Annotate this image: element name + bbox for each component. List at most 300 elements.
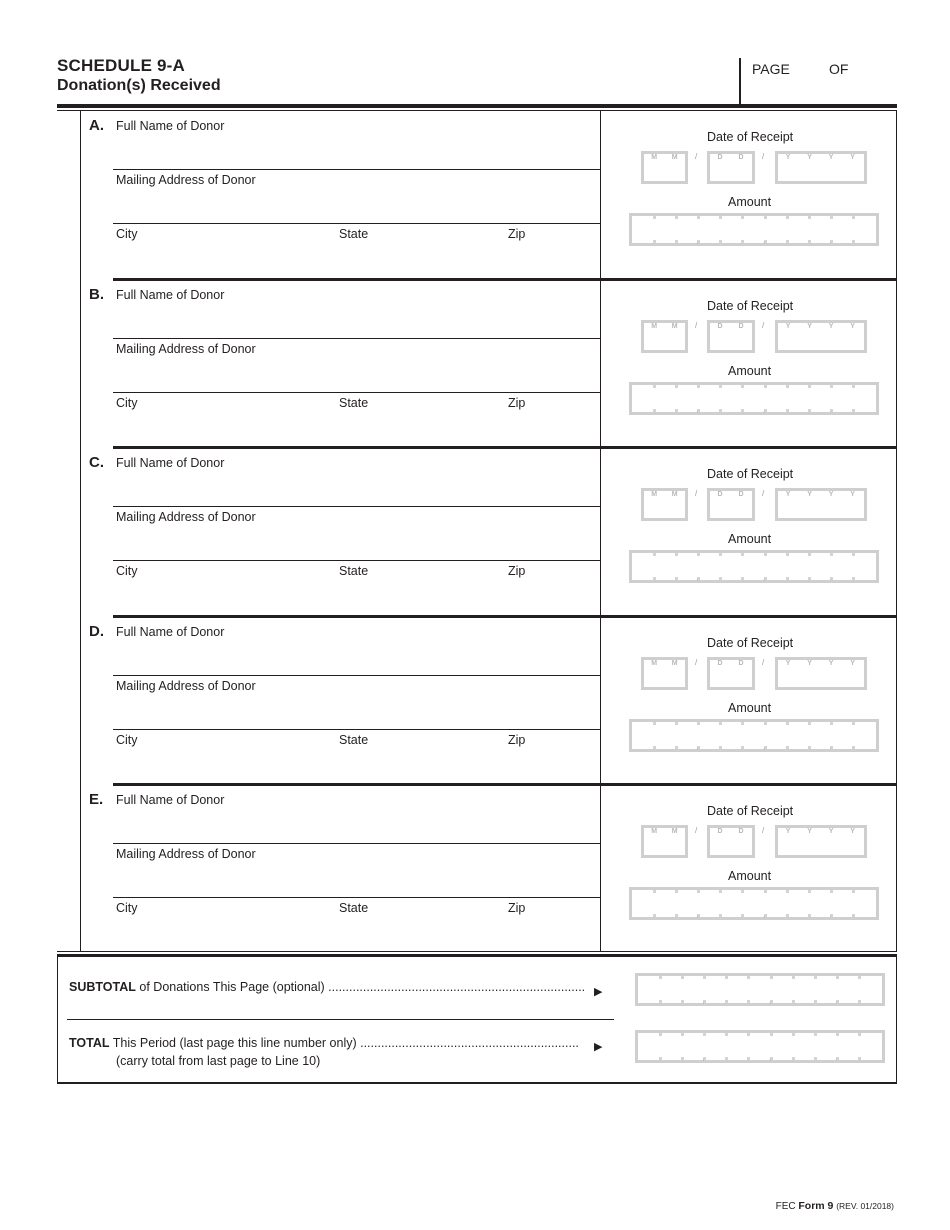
page-label: PAGE — [752, 61, 790, 77]
date-of-receipt-label: Date of Receipt — [707, 804, 794, 818]
full-name-label: Full Name of Donor — [116, 793, 225, 807]
amount-cell-tick — [681, 1033, 684, 1036]
full-name-underline — [113, 675, 600, 676]
amount-cell-tick — [786, 746, 789, 749]
donor-city-input[interactable] — [113, 412, 333, 444]
date-placeholder: Y — [807, 322, 812, 330]
amount-cell-tick — [786, 385, 789, 388]
amount-cell-tick — [808, 240, 811, 243]
amount-cell-tick — [808, 385, 811, 388]
amount-cell-tick — [764, 385, 767, 388]
donor-zip-input[interactable] — [505, 917, 600, 949]
amount-field[interactable] — [629, 213, 879, 246]
amount-separator: , — [696, 575, 699, 582]
date-placeholder: D — [738, 491, 744, 498]
date-separator: / — [762, 152, 765, 161]
subtotal-arrow-icon: ▶ — [594, 986, 603, 998]
amount-cell-tick — [808, 577, 811, 580]
footer-rev: (REV. 01/2018) — [836, 1201, 894, 1211]
amount-cell-tick — [852, 577, 855, 580]
date-placeholder: D — [738, 828, 744, 835]
donor-name-input[interactable] — [113, 641, 600, 675]
amount-cell-tick — [719, 385, 722, 388]
amount-cell-tick — [852, 385, 855, 388]
date-placeholder: D — [717, 659, 723, 667]
amount-cell-tick — [747, 1057, 750, 1060]
amount-field[interactable] — [629, 719, 879, 752]
amount-cell-tick — [719, 722, 722, 725]
amount-cell-tick — [764, 553, 767, 556]
donor-state-input[interactable] — [336, 749, 501, 781]
date-year-field[interactable] — [775, 151, 867, 184]
donor-state-input[interactable] — [336, 412, 501, 444]
amount-cell-tick — [786, 553, 789, 556]
amount-cell-tick — [792, 1000, 795, 1003]
date-month-field[interactable] — [641, 151, 688, 184]
subtotal-divider — [67, 1019, 614, 1020]
date-month-field[interactable] — [641, 320, 688, 353]
donor-address-input[interactable] — [113, 358, 600, 392]
amount-cell-tick — [675, 746, 678, 749]
date-placeholder: M — [651, 659, 658, 667]
date-separator: / — [695, 489, 698, 498]
amount-cell-tick — [741, 890, 744, 893]
amount-cell-tick — [814, 1033, 817, 1036]
total-note: (carry total from last page to Line 10) — [116, 1054, 321, 1068]
state-label: State — [339, 901, 369, 915]
donor-name-input[interactable] — [113, 472, 600, 506]
state-label: State — [339, 564, 369, 578]
schedule-subtitle: Donation(s) Received — [57, 77, 221, 94]
donor-address-input[interactable] — [113, 695, 600, 729]
amount-cell-tick — [792, 976, 795, 979]
amount-separator: , — [696, 912, 699, 919]
subtotal-amount-field[interactable] — [635, 973, 885, 1006]
amount-separator: , — [763, 743, 766, 751]
amount-cell-tick — [675, 914, 678, 917]
city-label: City — [116, 901, 138, 915]
date-placeholder: D — [717, 322, 723, 330]
date-placeholder: M — [671, 491, 678, 498]
totals-top-rule — [57, 954, 897, 957]
total-label: TOTAL — [69, 1036, 110, 1050]
total-arrow-icon: ▶ — [594, 1041, 603, 1053]
city-label: City — [116, 564, 138, 578]
full-name-underline — [113, 338, 600, 339]
amount-cell-tick — [653, 746, 656, 749]
mailing-address-label: Mailing Address of Donor — [116, 678, 256, 693]
date-placeholder: Y — [807, 659, 812, 667]
amount-cell-tick — [830, 722, 833, 725]
total-line — [69, 1036, 589, 1050]
date-of-receipt-label: Date of Receipt — [707, 130, 794, 144]
full-name-underline — [113, 169, 600, 170]
entry-separator — [113, 446, 897, 449]
amount-cell-tick — [653, 409, 656, 412]
amount-separator: . — [835, 1055, 838, 1062]
form-footer — [776, 1200, 894, 1212]
amount-cell-tick — [741, 577, 744, 580]
entry-separator — [113, 278, 897, 281]
entry-letter: A. — [89, 117, 104, 134]
donor-city-input[interactable] — [113, 917, 333, 949]
amount-cell-tick — [830, 890, 833, 893]
date-placeholder: Y — [785, 659, 791, 667]
donor-name-input[interactable] — [113, 135, 600, 169]
date-separator: / — [762, 657, 765, 667]
amount-cell-tick — [852, 216, 855, 219]
amount-cell-tick — [858, 976, 861, 979]
subtotal-text: of Donations This Page (optional) .......................................................................... — [139, 980, 586, 994]
donor-name-input[interactable] — [113, 304, 600, 338]
full-name-label: Full Name of Donor — [116, 119, 225, 133]
amount-cell-tick — [659, 976, 662, 979]
date-placeholder: Y — [807, 828, 812, 835]
totals-right-border — [896, 954, 897, 1084]
amount-cell-tick — [852, 722, 855, 725]
total-amount-field[interactable] — [635, 1030, 885, 1063]
date-year-field[interactable] — [775, 657, 867, 690]
amount-cell-tick — [764, 722, 767, 725]
date-placeholder: Y — [807, 154, 812, 161]
page-divider — [739, 58, 741, 106]
amount-cell-tick — [675, 409, 678, 412]
totals-left-border — [57, 954, 58, 1084]
right-border — [896, 111, 897, 951]
amount-cell-tick — [725, 1000, 728, 1003]
date-separator: / — [762, 320, 765, 330]
amount-cell-tick — [808, 553, 811, 556]
date-placeholder: D — [738, 322, 744, 330]
amount-cell-tick — [830, 553, 833, 556]
amount-separator: , — [696, 406, 699, 414]
date-separator: / — [695, 826, 698, 835]
date-placeholder: Y — [850, 491, 855, 498]
amount-field[interactable] — [629, 887, 879, 920]
date-of-receipt-label: Date of Receipt — [707, 635, 794, 650]
amount-cell-tick — [786, 577, 789, 580]
amount-cell-tick — [697, 722, 700, 725]
date-placeholder: Y — [828, 154, 834, 161]
amount-cell-tick — [725, 1057, 728, 1060]
amount-label: Amount — [728, 363, 772, 378]
amount-cell-tick — [675, 890, 678, 893]
date-placeholder: M — [671, 322, 678, 330]
amount-separator: , — [696, 743, 699, 751]
amount-cell-tick — [830, 385, 833, 388]
amount-cell-tick — [852, 746, 855, 749]
amount-separator: , — [763, 575, 766, 582]
subtotal-line — [69, 980, 589, 994]
amount-cell-tick — [653, 240, 656, 243]
amount-cell-tick — [719, 240, 722, 243]
amount-cell-tick — [814, 1000, 817, 1003]
date-separator: / — [762, 489, 765, 498]
date-day-field[interactable] — [707, 151, 755, 184]
date-year-field[interactable] — [775, 488, 867, 521]
amount-cell-tick — [786, 216, 789, 219]
amount-cell-tick — [719, 914, 722, 917]
amount-cell-tick — [653, 890, 656, 893]
amount-cell-tick — [786, 722, 789, 725]
donor-address-input[interactable] — [113, 863, 600, 897]
city-label: City — [116, 732, 138, 747]
totals-bottom-rule — [57, 1082, 897, 1084]
date-placeholder: Y — [850, 659, 855, 667]
date-day-field[interactable] — [707, 825, 755, 858]
donor-state-input[interactable] — [336, 580, 501, 612]
amount-cell-tick — [741, 409, 744, 412]
entry-letter: C. — [89, 454, 104, 471]
date-separator: / — [762, 826, 765, 835]
date-day-field[interactable] — [707, 657, 755, 690]
date-placeholder: M — [651, 322, 658, 330]
donor-state-input[interactable] — [336, 917, 501, 949]
amount-cell-tick — [770, 1033, 773, 1036]
date-of-receipt-label: Date of Receipt — [707, 298, 794, 313]
entry-letter: E. — [89, 791, 104, 808]
amount-cell-tick — [675, 240, 678, 243]
amount-cell-tick — [786, 240, 789, 243]
amount-cell-tick — [747, 976, 750, 979]
amount-cell-tick — [792, 1057, 795, 1060]
amount-separator: . — [829, 575, 832, 582]
amount-cell-tick — [703, 1033, 706, 1036]
donor-name-input[interactable] — [113, 809, 600, 843]
mailing-address-underline — [113, 729, 600, 730]
date-placeholder: D — [717, 828, 723, 835]
schedule-title: SCHEDULE 9-A — [57, 56, 186, 75]
city-label: City — [116, 227, 138, 241]
amount-label: Amount — [728, 700, 772, 715]
amount-cell-tick — [659, 1000, 662, 1003]
amount-cell-tick — [741, 385, 744, 388]
amount-cell-tick — [675, 216, 678, 219]
donor-zip-input[interactable] — [505, 580, 600, 612]
date-placeholder: D — [717, 491, 723, 498]
full-name-underline — [113, 843, 600, 844]
amount-cell-tick — [741, 914, 744, 917]
amount-cell-tick — [786, 914, 789, 917]
amount-cell-tick — [725, 976, 728, 979]
footer-form: Form 9 — [798, 1200, 834, 1212]
donor-zip-input[interactable] — [505, 749, 600, 781]
city-label: City — [116, 395, 138, 410]
amount-separator: , — [763, 912, 766, 919]
amount-cell-tick — [858, 1033, 861, 1036]
mailing-address-underline — [113, 392, 600, 393]
total-text: This Period (last page this line number only) ............................................................... — [112, 1036, 579, 1050]
amount-cell-tick — [741, 553, 744, 556]
date-placeholder: Y — [850, 154, 855, 161]
date-month-field[interactable] — [641, 825, 688, 858]
zip-label: Zip — [508, 901, 526, 915]
donor-city-input[interactable] — [113, 243, 333, 275]
amount-label: Amount — [728, 195, 772, 209]
amount-cell-tick — [741, 240, 744, 243]
donor-address-input[interactable] — [113, 189, 600, 223]
donor-zip-input[interactable] — [505, 412, 600, 444]
amount-cell-tick — [852, 914, 855, 917]
amount-cell-tick — [786, 890, 789, 893]
amount-cell-tick — [808, 914, 811, 917]
amount-cell-tick — [653, 722, 656, 725]
amount-cell-tick — [675, 722, 678, 725]
mailing-address-underline — [113, 223, 600, 224]
date-placeholder: M — [671, 659, 678, 667]
date-placeholder: Y — [828, 828, 834, 835]
amount-field[interactable] — [629, 382, 879, 415]
donor-city-input[interactable] — [113, 580, 333, 612]
amount-cell-tick — [852, 553, 855, 556]
amount-cell-tick — [703, 976, 706, 979]
date-placeholder: M — [651, 154, 658, 161]
full-name-underline — [113, 506, 600, 507]
amount-cell-tick — [719, 746, 722, 749]
date-placeholder: Y — [828, 491, 834, 498]
amount-cell-tick — [770, 976, 773, 979]
date-placeholder: Y — [785, 828, 791, 835]
amount-separator: , — [769, 1055, 772, 1062]
amount-label: Amount — [728, 532, 772, 546]
amount-cell-tick — [808, 722, 811, 725]
amount-cell-tick — [653, 577, 656, 580]
amount-cell-tick — [808, 409, 811, 412]
state-label: State — [339, 732, 369, 747]
amount-cell-tick — [697, 890, 700, 893]
date-placeholder: D — [717, 154, 723, 161]
amount-cell-tick — [719, 577, 722, 580]
header-thin-rule — [57, 110, 897, 111]
amount-separator: , — [769, 998, 772, 1005]
amount-cell-tick — [836, 976, 839, 979]
date-placeholder: M — [651, 491, 658, 498]
date-day-field[interactable] — [707, 488, 755, 521]
entry-separator — [113, 615, 897, 618]
date-placeholder: M — [651, 828, 658, 835]
amount-cell-tick — [808, 890, 811, 893]
state-label: State — [339, 227, 369, 241]
amount-cell-tick — [792, 1033, 795, 1036]
amount-cell-tick — [659, 1033, 662, 1036]
date-month-field[interactable] — [641, 488, 688, 521]
amount-cell-tick — [675, 577, 678, 580]
amount-cell-tick — [808, 746, 811, 749]
amount-field[interactable] — [629, 550, 879, 583]
date-placeholder: Y — [807, 491, 812, 498]
amount-separator: . — [829, 406, 832, 414]
amount-cell-tick — [653, 553, 656, 556]
amount-separator: , — [702, 1055, 705, 1062]
zip-label: Zip — [508, 227, 526, 241]
amount-cell-tick — [697, 216, 700, 219]
date-placeholder: Y — [828, 322, 834, 330]
amount-cell-tick — [814, 976, 817, 979]
full-name-label: Full Name of Donor — [116, 624, 225, 639]
date-separator: / — [695, 320, 698, 330]
date-year-field[interactable] — [775, 320, 867, 353]
date-placeholder: D — [738, 659, 744, 667]
amount-separator: . — [829, 743, 832, 751]
amount-cell-tick — [741, 746, 744, 749]
donor-state-input[interactable] — [336, 243, 501, 275]
amount-cell-tick — [719, 890, 722, 893]
amount-separator: , — [702, 998, 705, 1005]
amount-cell-tick — [852, 240, 855, 243]
date-placeholder: Y — [850, 322, 855, 330]
date-placeholder: Y — [828, 659, 834, 667]
zip-label: Zip — [508, 395, 526, 410]
amount-separator: , — [763, 406, 766, 414]
amount-cell-tick — [719, 409, 722, 412]
date-day-field[interactable] — [707, 320, 755, 353]
date-year-field[interactable] — [775, 825, 867, 858]
amount-cell-tick — [747, 1033, 750, 1036]
amount-cell-tick — [814, 1057, 817, 1060]
amount-cell-tick — [747, 1000, 750, 1003]
amount-cell-tick — [852, 409, 855, 412]
amount-cell-tick — [719, 216, 722, 219]
header-thick-rule — [57, 104, 897, 108]
amount-cell-tick — [725, 1033, 728, 1036]
amount-cell-tick — [681, 1000, 684, 1003]
left-margin-line — [80, 111, 81, 951]
amount-label: Amount — [728, 869, 772, 883]
full-name-label: Full Name of Donor — [116, 456, 225, 470]
amount-cell-tick — [786, 409, 789, 412]
footer-prefix: FEC — [775, 1201, 796, 1212]
amount-cell-tick — [741, 722, 744, 725]
amount-cell-tick — [653, 914, 656, 917]
donor-city-input[interactable] — [113, 749, 333, 781]
mailing-address-label: Mailing Address of Donor — [116, 341, 256, 356]
donor-address-input[interactable] — [113, 526, 600, 560]
mailing-address-underline — [113, 560, 600, 561]
of-label: OF — [829, 61, 849, 77]
amount-cell-tick — [681, 976, 684, 979]
date-placeholder: Y — [785, 322, 791, 330]
date-placeholder: M — [671, 154, 678, 161]
amount-cell-tick — [697, 553, 700, 556]
entry-separator — [113, 783, 897, 786]
amount-cell-tick — [659, 1057, 662, 1060]
amount-cell-tick — [653, 216, 656, 219]
amount-cell-tick — [830, 216, 833, 219]
amount-separator: . — [829, 238, 832, 245]
amount-cell-tick — [719, 553, 722, 556]
date-placeholder: M — [671, 828, 678, 835]
date-separator: / — [695, 657, 698, 667]
donor-zip-input[interactable] — [505, 243, 600, 275]
full-name-label: Full Name of Donor — [116, 287, 225, 302]
entries-bottom-rule — [57, 951, 897, 952]
mailing-address-label: Mailing Address of Donor — [116, 510, 256, 524]
entry-letter: D. — [89, 622, 104, 640]
zip-label: Zip — [508, 732, 526, 747]
date-placeholder: Y — [785, 154, 791, 161]
amount-separator: . — [829, 912, 832, 919]
mailing-address-underline — [113, 897, 600, 898]
date-month-field[interactable] — [641, 657, 688, 690]
amount-cell-tick — [741, 216, 744, 219]
mailing-address-label: Mailing Address of Donor — [116, 847, 256, 861]
amount-cell-tick — [852, 890, 855, 893]
zip-label: Zip — [508, 564, 526, 578]
column-divider — [600, 111, 601, 951]
amount-cell-tick — [697, 385, 700, 388]
amount-cell-tick — [653, 385, 656, 388]
amount-cell-tick — [808, 216, 811, 219]
